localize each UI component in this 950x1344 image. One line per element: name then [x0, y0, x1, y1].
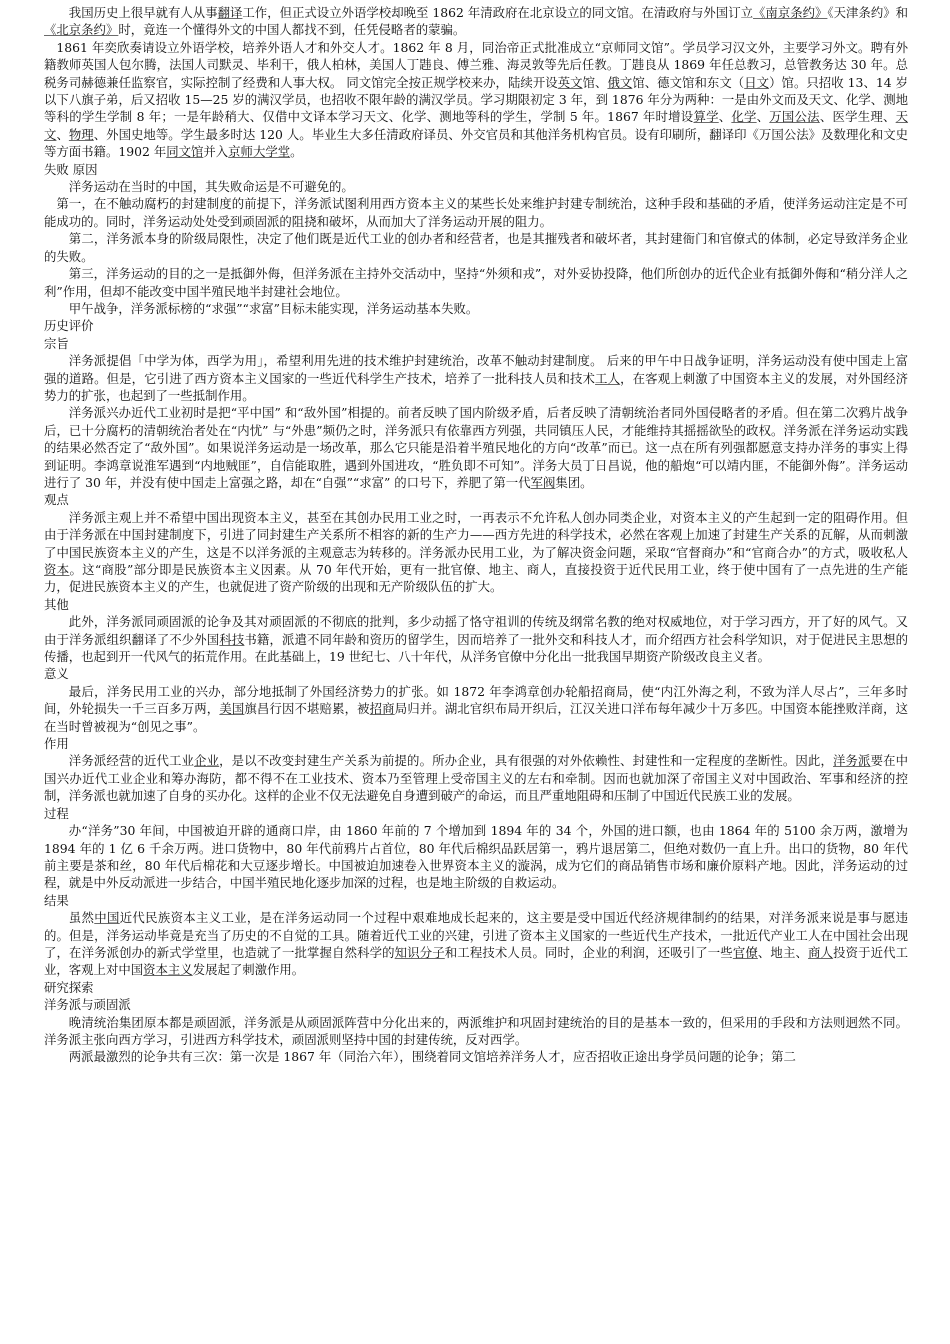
paragraph-aim-1	[44, 352, 908, 404]
text-run: 宗旨	[44, 335, 69, 351]
text-run: ）馆。只招收 13、14 岁以下八旗子弟，后又招收 15—25 岁的满汉学员，也招收不限年龄的满汉学员。学习期限初定 3 年，到 1876 年分为两种：一是由外文而及天文、化学、测地等科的学生学制 8 年；一是年龄稍大、仅借中文译本学习天文、化学、测地等科的学生，学制 5 年。1867 年时增设	[44, 74, 909, 125]
hyperlink[interactable]: 同文馆	[166, 144, 204, 160]
paragraph-failure-first	[44, 195, 908, 230]
paragraph-significance	[44, 683, 908, 735]
text-run: 、	[756, 109, 770, 125]
paragraph-failure-intro	[44, 178, 908, 195]
text-run: 我国历史上很早就有人从事	[68, 5, 218, 20]
heading-process	[44, 805, 908, 822]
text-run: 观点	[44, 492, 69, 508]
hyperlink[interactable]: 中国	[94, 910, 120, 926]
hyperlink[interactable]: 《南京条约》	[753, 5, 828, 20]
heading-result	[44, 892, 908, 909]
paragraph-debates	[44, 1048, 908, 1065]
hyperlink[interactable]: 京师大学堂	[228, 144, 291, 160]
hyperlink[interactable]: 工人	[595, 370, 621, 386]
text-run: 洋务派与顽固派	[44, 997, 131, 1013]
paragraph-tongwenguan-history	[44, 39, 908, 161]
hyperlink[interactable]: 天文	[44, 109, 909, 142]
text-run: 洋务派提倡「中学为体，西学为用」，希望利用先进的技术维护封建统治，改革不触动封建制度。 后来的甲午中日战争证明，洋务运动没有使中国走上富强的道路。但是，它引进了西方资本主义国家的一些近代科学生产技术，培养了一批科技人员和技术	[44, 353, 908, 386]
text-run: ，是以不改变封建生产关系为前提的。所办企业，具有很强的对外依赖性、封建性和一定程度的垄断性。因此，	[219, 753, 833, 769]
paragraph-result	[44, 909, 908, 979]
hyperlink[interactable]: 招商	[369, 701, 395, 717]
heading-other	[44, 596, 908, 613]
hyperlink[interactable]: 美国	[219, 701, 245, 717]
hyperlink[interactable]: 资本	[44, 562, 70, 577]
text-run: 第三，洋务运动的目的之一是抵御外侮，但洋务派在主持外交活动中，坚持“外须和戎”，对外妥协投降，他们所创办的近代企业有抵御外侮和“稍分洋人之利”作用，但却不能改变中国半殖民地半封建社会地位。	[44, 266, 908, 299]
text-run: 书籍，派遣不同年龄和资历的留学生，因而培养了一批外交和科技人才，而介绍西方社会科学知识，对于促进民主思想的传播，也起到开一代风气的拓荒作用。在此基础上，19 世纪七、八十年代，从洋务官僚中分化出一批我国早期资产阶级改良主义者。	[44, 631, 909, 665]
text-run: 、医学生理、	[819, 109, 896, 125]
text-run: 时，竟连一个懂得外文的中国人都找不到，任凭侵略者的蒙骗。	[118, 22, 466, 38]
heading-aim	[44, 335, 908, 352]
hyperlink[interactable]: 商人	[808, 944, 834, 960]
text-run: 洋务派兴办近代工业初时是把“平中国” 和“敌外国”相提的。前者反映了国内阶级矛盾，后者反映了清朝统治者同外国侵略者的矛盾。但在第二次鸦片战争后，已十分腐朽的清朝统治者处在“内忧” 与“外患”频仍之时，洋务派只有依靠西方列强，共同镇压人民，才能维持其摇摇欲坠的政权。洋务派在洋务运动实践的结果必然否定了“敌外国”。如果说洋务运动是一场改革，那么它只能是沿着半殖民地化的方向“改革”而已。这一点在所有列强都愿意支持办洋务的事实上得到证明。李鸿章说淮军遇到“内地贼匪”，自信能取胜，遇到外国进攻，“胜负即不可知”。洋务大员丁日昌说，他的船炮“可以靖内匪，不能御外侮”。洋务运动进行了 30 年，并没有使中国走上富强之路，却在“自强”“求富” 的口号下，养肥了第一代	[44, 405, 908, 490]
text-run: 要在中国兴办近代工业企业和筹办海防，都不得不在工业技术、资本乃至管理上受帝国主义的左右和牵制。因而也就加深了帝国主义对中国政治、军事和经济的控制，洋务派也就加速了自身的买办化。这样的企业不仅无法避免自身遭到破产的命运，而且严重地阻碍和压制了中国近代民族工业的发展。	[44, 753, 909, 804]
paragraph-other	[44, 613, 908, 665]
hyperlink[interactable]: 俄文	[607, 74, 633, 90]
text-run: 研究探索	[44, 979, 94, 995]
text-run: 、	[56, 126, 69, 142]
hyperlink[interactable]: 翻译	[217, 5, 243, 20]
paragraph-role	[44, 752, 908, 804]
heading-significance	[44, 665, 908, 682]
text-run: 并入	[203, 144, 229, 160]
text-run: 意义	[44, 666, 69, 682]
heading-historical-evaluation	[44, 317, 908, 334]
text-run: ，在客观上刺激了中国资本主义的发展，对外国经济势力的扩张，也起到了一些抵制作用。	[44, 370, 909, 403]
hyperlink[interactable]: 洋务派	[833, 753, 871, 769]
heading-research	[44, 979, 908, 996]
text-run: 历史评价	[44, 318, 94, 334]
text-run: 办“洋务”30 年间，中国被迫开辟的通商口岸，由 1860 年前的 7 个增加到 1894 年的 34 个，外国的进口额，也由 1864 年的 5100 余万两，激增为 1894 年的 1 亿 6 千余万两。进口货物中，80 年代前鸦片占首位，80 年代后棉织品跃居第一，鸦片退居第二，但绝对数仍一直上升。出口的货物，80 年代前主要是茶和丝，80 年代后棉花和大豆逐步增长。中国被迫加速卷入世界资本主义的漩涡，成为它们的商品销售市场和廉价原料产地。因此，洋务运动的过程，就是中外反动派进一步结合，中国半殖民地化逐步加深的过程，也是地主阶级的自救运动。	[44, 823, 908, 891]
text-run: 作用	[44, 736, 69, 752]
heading-role	[44, 735, 908, 752]
hyperlink[interactable]: 日文	[744, 74, 770, 90]
text-run: 第一，在不触动腐朽的封建制度的前提下，洋务派试图利用西方资本主义的某些长处来维护封建专制统治，这种手段和基础的矛盾，使洋务运动注定是不可能成功的。同时，洋务运动处处受到顽固派的阻挠和破坏，从而加大了洋务运动开展的阻力。	[44, 196, 908, 229]
hyperlink[interactable]: 英文	[557, 74, 583, 90]
text-run: 发展起了刺激作用。	[192, 962, 305, 978]
hyperlink[interactable]: 知识分子	[394, 944, 445, 960]
hyperlink[interactable]: 算学	[693, 109, 719, 125]
text-run: 虽然	[68, 910, 95, 926]
text-run: 《天津条约》和	[827, 5, 909, 20]
hyperlink[interactable]: 军阀	[530, 474, 556, 490]
paragraph-failure-second	[44, 230, 908, 265]
hyperlink[interactable]: 化学	[731, 109, 757, 125]
text-run: 洋务派主观上并不希望中国出现资本主义，甚至在其创办民用工业之时，一再表示不允许私人创办同类企业，对资本主义的产生起到一定的阻碍作用。但由于洋务派在中国封建制度下，引进了同封建生产关系所不相容的新的生产力——西方先进的科学技术，必然在客观上加速了封建生产关系的瓦解，从而刺激了中国民族资本主义的产生，这是不以洋务派的主观意志为转移的。洋务派办民用工业，为了解决资金问题，采取“官督商办”和“官商合办”的方式，吸收私人	[44, 509, 908, 560]
hyperlink[interactable]: 科技	[219, 631, 245, 647]
text-run: 此外，洋务派同顽固派的论争及其对顽固派的不彻底的批判，多少动摇了恪守祖训的传统及纲常名教的绝对权威地位，对于学习西方，开了好的风气。又由于洋务派组织翻译了不少外国	[44, 614, 908, 647]
text-run: 旗昌行因不堪赔累，被	[244, 701, 370, 717]
text-run: 洋务派经营的近代工业	[68, 753, 195, 769]
text-run: 馆、	[582, 74, 608, 90]
hyperlink[interactable]: 物理	[68, 126, 94, 142]
text-run: 1861 年奕欣奏请设立外语学校，培养外语人才和外交人才。1862 年 8 月，同治帝正式批准成立“京师同文馆”。学员学习汉文外，主要学习外文。聘有外籍教师英国人包尔腾，法国人司默灵、毕利干，俄人柏林，美国人丁韪良、傅兰雅、海灵敦等先后任教。丁韪良从 1869 年任总教习，总管教务达 30 年。总税务司赫德兼任监察官，实际控制了经费和人事大权。 同文馆完全按正规学校来办，陆续开设	[44, 39, 908, 90]
paragraph-viewpoint	[44, 509, 908, 596]
hyperlink[interactable]: 《北京条约》	[44, 22, 119, 38]
text-run: 近代民族资本主义工业，是在洋务运动同一个过程中艰难地成长起来的，这主要是受中国近代经济规律制约的结果，对洋务派来说是事与愿违的。但是，洋务运动毕竟是充当了历史的不自觉的工具。随着近代工业的兴建，引进了资本主义国家的一些近代生产技术，一批近代产业工人在中国社会出现了，在洋务派创办的新式学堂里，也造就了一批掌握自然科学的	[44, 910, 909, 960]
text-run: 失败 原因	[44, 161, 98, 177]
text-run: 投资于近代工业，客观上对中国	[44, 944, 909, 978]
text-run: 、地主、	[757, 944, 808, 960]
hyperlink[interactable]: 企业	[194, 753, 220, 769]
text-run: 洋务运动在当时的中国，其失败命运是不可避免的。	[68, 179, 354, 195]
document-body	[44, 4, 908, 1066]
text-run: 甲午战争，洋务派标榜的“求强”“求富”目标未能实现，洋务运动基本失败。	[68, 300, 479, 316]
text-run: 第二，洋务派本身的阶级局限性，决定了他们既是近代工业的创办者和经营者，也是其摧残者和破坏者，其封建衙门和官僚式的体制，必定导致洋务企业的失败。	[44, 231, 908, 264]
heading-viewpoint	[44, 491, 908, 508]
text-run: 馆、德文馆和东文（	[632, 74, 745, 90]
text-run: 过程	[44, 805, 69, 821]
text-run: 、	[718, 109, 732, 125]
text-run: 。	[290, 144, 303, 160]
heading-westernizers-vs-diehards	[44, 996, 908, 1013]
paragraph-aim-2	[44, 404, 908, 491]
text-run: 和工程技术人员。同时，企业的利润，还吸引了一些	[444, 944, 733, 960]
paragraph-tongwenguan-founding	[44, 4, 908, 39]
heading-failure-reasons	[44, 161, 908, 178]
text-run: 局归并。湖北官织布局开织后，江汉关进口洋布每年减少十万多匹。中国资本能挫败洋商，这在当时曾被视为“创见之事”。	[44, 701, 909, 734]
paragraph-process	[44, 822, 908, 892]
text-run: 两派最激烈的论争共有三次：第一次是 1867 年（同治六年），围绕着同文馆培养洋务人才，应否招收正途出身学员问题的论争；第二	[68, 1049, 796, 1065]
text-run: 结果	[44, 892, 69, 908]
paragraph-failure-war	[44, 300, 908, 317]
hyperlink[interactable]: 官僚	[732, 944, 758, 960]
paragraph-factions	[44, 1014, 908, 1049]
hyperlink[interactable]: 资本主义	[143, 962, 193, 978]
text-run: 工作，但正式设立外语学校却晚至 1862 年清政府在北京设立的同文馆。在清政府与外国订立	[242, 5, 754, 20]
text-run: 晚清统治集团原本都是顽固派，洋务派是从顽固派阵营中分化出来的，两派维护和巩固封建统治的目的是基本一致的，但采用的手段和方法则迥然不同。洋务派主张向西方学习，引进西方科学技术，顽固派则坚持中国的封建传统，反对西学。	[44, 1014, 908, 1047]
text-run: 其他	[44, 596, 69, 612]
text-run: 最后，洋务民用工业的兴办，部分地抵制了外国经济势力的扩张。如 1872 年李鸿章创办轮船招商局，使“内江外海之利，不致为洋人尽占”，三年多时间，外轮损失一千三百多万两，	[44, 683, 908, 717]
text-run: 、外国史地等。学生最多时达 120 人。毕业生大多任清政府译员、外交官员和其他洋务机构官员。设有印刷所，翻译印《万国公法》及数理化和文史等方面书籍。1902 年	[44, 126, 909, 160]
text-run: 集团。	[555, 474, 593, 490]
paragraph-failure-third	[44, 265, 908, 300]
text-run: 。这“商股”部分即是民族资本主义因素。从 70 年代开始，更有一批官僚、地主、商人，直接投资于近代民用工业，终于使中国有了一点先进的生产能力，促进民族资本主义的产生，也就促进了资产阶级的出现和无产阶级队伍的扩大。	[44, 562, 908, 595]
hyperlink[interactable]: 万国公法	[769, 109, 820, 125]
